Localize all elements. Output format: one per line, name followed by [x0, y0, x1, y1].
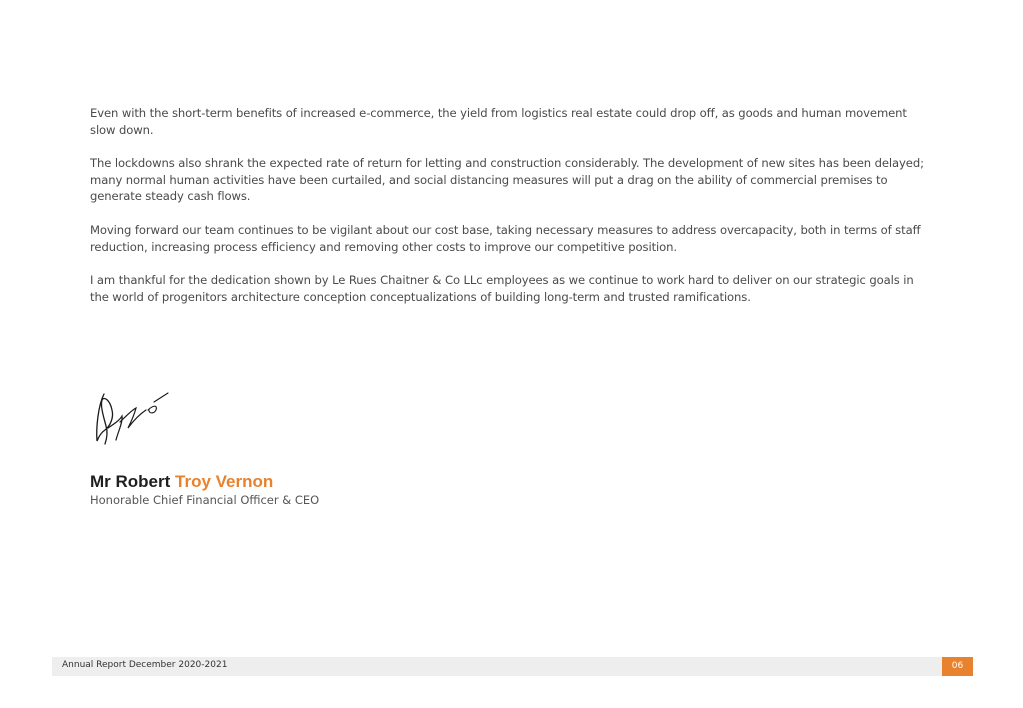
signatory-title: Honorable Chief Financial Officer & CEO [90, 493, 320, 507]
footer-report-label: Annual Report December 2020-2021 [62, 660, 228, 670]
paragraph: Moving forward our team continues to be vigilant about our cost base, taking necessary measures to address overcapacity, both in terms of staff reduction, increasing process efficiency and removing other costs to improve our competitive position. [90, 222, 921, 254]
signatory-first-name: Mr Robert [90, 472, 171, 491]
signatory-last-name: Troy Vernon [175, 472, 274, 491]
paragraph: I am thankful for the dedication shown by Le Rues Chaitner & Co LLc employees as we continue to work hard to deliver on our strategic goals in the world of progenitors architecture conception conceptualizations of building long-term and trusted ramifications. [90, 273, 914, 304]
paragraph: The lockdowns also shrank the expected rate of return for letting and construction considerably. The development of new sites has been delayed; many normal human activities have been curtailed, and social distancing measures will put a drag on the ability of commercial premises to generate steady cash flows. [90, 156, 924, 204]
page-number-badge: 06 [942, 657, 973, 676]
handwritten-signature [92, 388, 172, 448]
letter-body [90, 105, 935, 322]
signatory-name [90, 472, 273, 492]
page-footer [52, 657, 973, 676]
paragraph: Even with the short-term benefits of increased e-commerce, the yield from logistics real estate could drop off, as goods and human movement slow down. [90, 106, 907, 137]
